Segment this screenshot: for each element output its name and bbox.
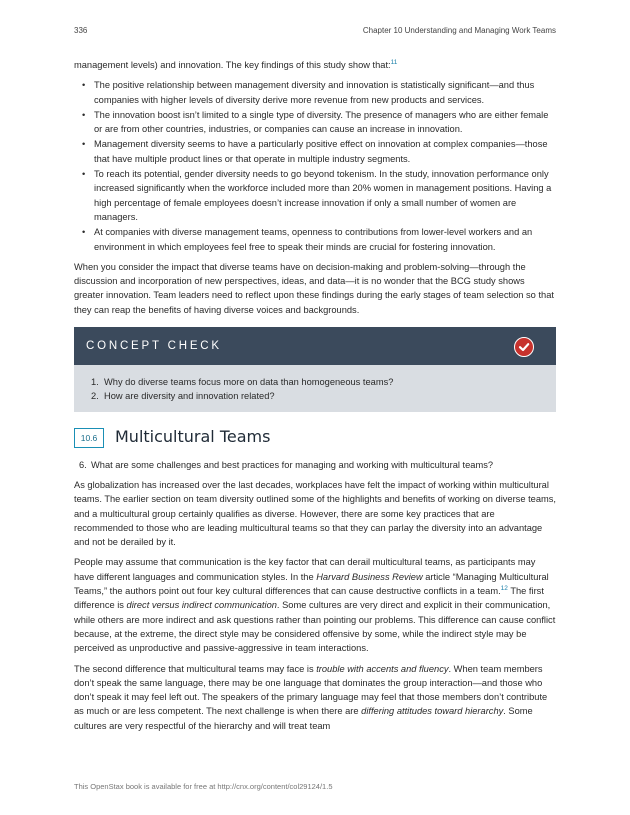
chapter-title: Chapter 10 Understanding and Managing Work Teams xyxy=(362,26,556,35)
section-heading xyxy=(74,428,556,448)
checkmark-icon xyxy=(514,337,534,357)
bullet-icon: • xyxy=(82,227,86,238)
page-footer: This OpenStax book is available for free at http://cnx.org/content/col29124/1.5 xyxy=(74,782,333,791)
list-item: 2. How are diversity and innovation related? xyxy=(91,391,275,402)
list-item: • The innovation boost isn’t limited to a single type of diversity. The presence of managers who are either female or are from other countries, industries, or companies can cause an increase in innovation. xyxy=(82,109,549,135)
concept-questions xyxy=(91,375,544,404)
page-number: 336 xyxy=(74,26,88,35)
concept-check-box xyxy=(74,327,556,412)
list-item: 1. Why do diverse teams focus more on data than homogeneous teams? xyxy=(91,377,394,388)
concept-check-title: CONCEPT CHECK xyxy=(86,340,222,353)
bullet-icon: • xyxy=(82,109,86,120)
footnote-ref[interactable]: 12 xyxy=(500,584,508,592)
footnote-ref[interactable]: 11 xyxy=(390,58,398,66)
concept-check-header xyxy=(74,327,556,365)
summary-paragraph: When you consider the impact that diverse teams have on decision-making and problem-solving—through the discussion and incorporation of new perspectives, ideas, and data—it is no wonder that the BCG study shows greater innovation. Team leaders need to reflect upon these findings during the early stages of team selection so that they can reap the benefits of having diverse voices and backgrounds. xyxy=(74,261,554,315)
body-paragraph: People may assume that communication is the key factor that can derail multicultural teams, as participants may have different languages and communication styles. In the Harvard Business Review article “Managing Multicultural Teams,” the authors point out four key cultural differences that can cause destructive conflicts in a team.$^{12}$ The first difference is direct versus indirect communication. Some cultures are very direct and explicit in their communication, while others are more indirect and ask questions rather than pointing our problems. This difference can cause conflict because, at the extreme, the direct style may be considered offensive by some, while the indirect style may be perceived as unproductive and passive-aggressive in team interactions. xyxy=(74,557,556,654)
list-item: • To reach its potential, gender diversity needs to go beyond tokenism. In the study, innovation performance only increased significantly when the workforce included more than 20% women in management positions. Having a high percentage of female employees doesn’t increase innovation if only a small number of women are managers. xyxy=(82,169,552,222)
bullet-icon: • xyxy=(82,80,86,91)
section-title: Multicultural Teams xyxy=(115,427,271,447)
concept-check-body xyxy=(74,365,556,412)
intro-paragraph: management levels) and innovation. The key findings of this study show that:$^{11}$ xyxy=(74,58,398,70)
bullet-icon: • xyxy=(82,169,86,180)
body-paragraph: As globalization has increased over the last decades, workplaces have felt the impact of working within multicultural teams. The earlier section on team diversity outlined some of the highlights and benefits of working on diverse teams, and a multicultural group certainly qualifies as diverse. However, there are some key practices that are recommended to those who are leading multicultural teams so that they can parlay the diversity into an advantage and not be derailed by it. xyxy=(74,479,556,548)
section-number: 10.6 xyxy=(74,428,104,448)
list-item: • Management diversity seems to have a particularly positive effect on innovation at complex companies—those that have multiple product lines or that operate in multiple industry segments. xyxy=(82,139,548,164)
findings-list xyxy=(74,78,556,254)
learning-objective: 6. What are some challenges and best practices for managing and working with multicultural teams? xyxy=(79,459,494,470)
main-content xyxy=(74,58,556,739)
bullet-icon: • xyxy=(82,139,86,150)
body-paragraph: The second difference that multicultural teams may face is trouble with accents and fluency. When team members don’t speak the same language, there may be one language that dominates the group interaction—and those who don’t speak it may feel left out. The speakers of the primary language may feel that those members don’t contribute as much or are less competent. The next challenge is when there are differing attitudes toward hierarchy. Some cultures are very respectful of the hierarchy and will treat team xyxy=(74,663,548,731)
list-item: • At companies with diverse management teams, openness to contributions from lower-level workers and an environment in which employees feel free to speak their minds are crucial for fostering innovation. xyxy=(82,227,533,252)
list-item: • The positive relationship between management diversity and innovation is statistically significant—and thus companies with higher levels of diversity derive more revenue from new products and services. xyxy=(82,80,535,105)
